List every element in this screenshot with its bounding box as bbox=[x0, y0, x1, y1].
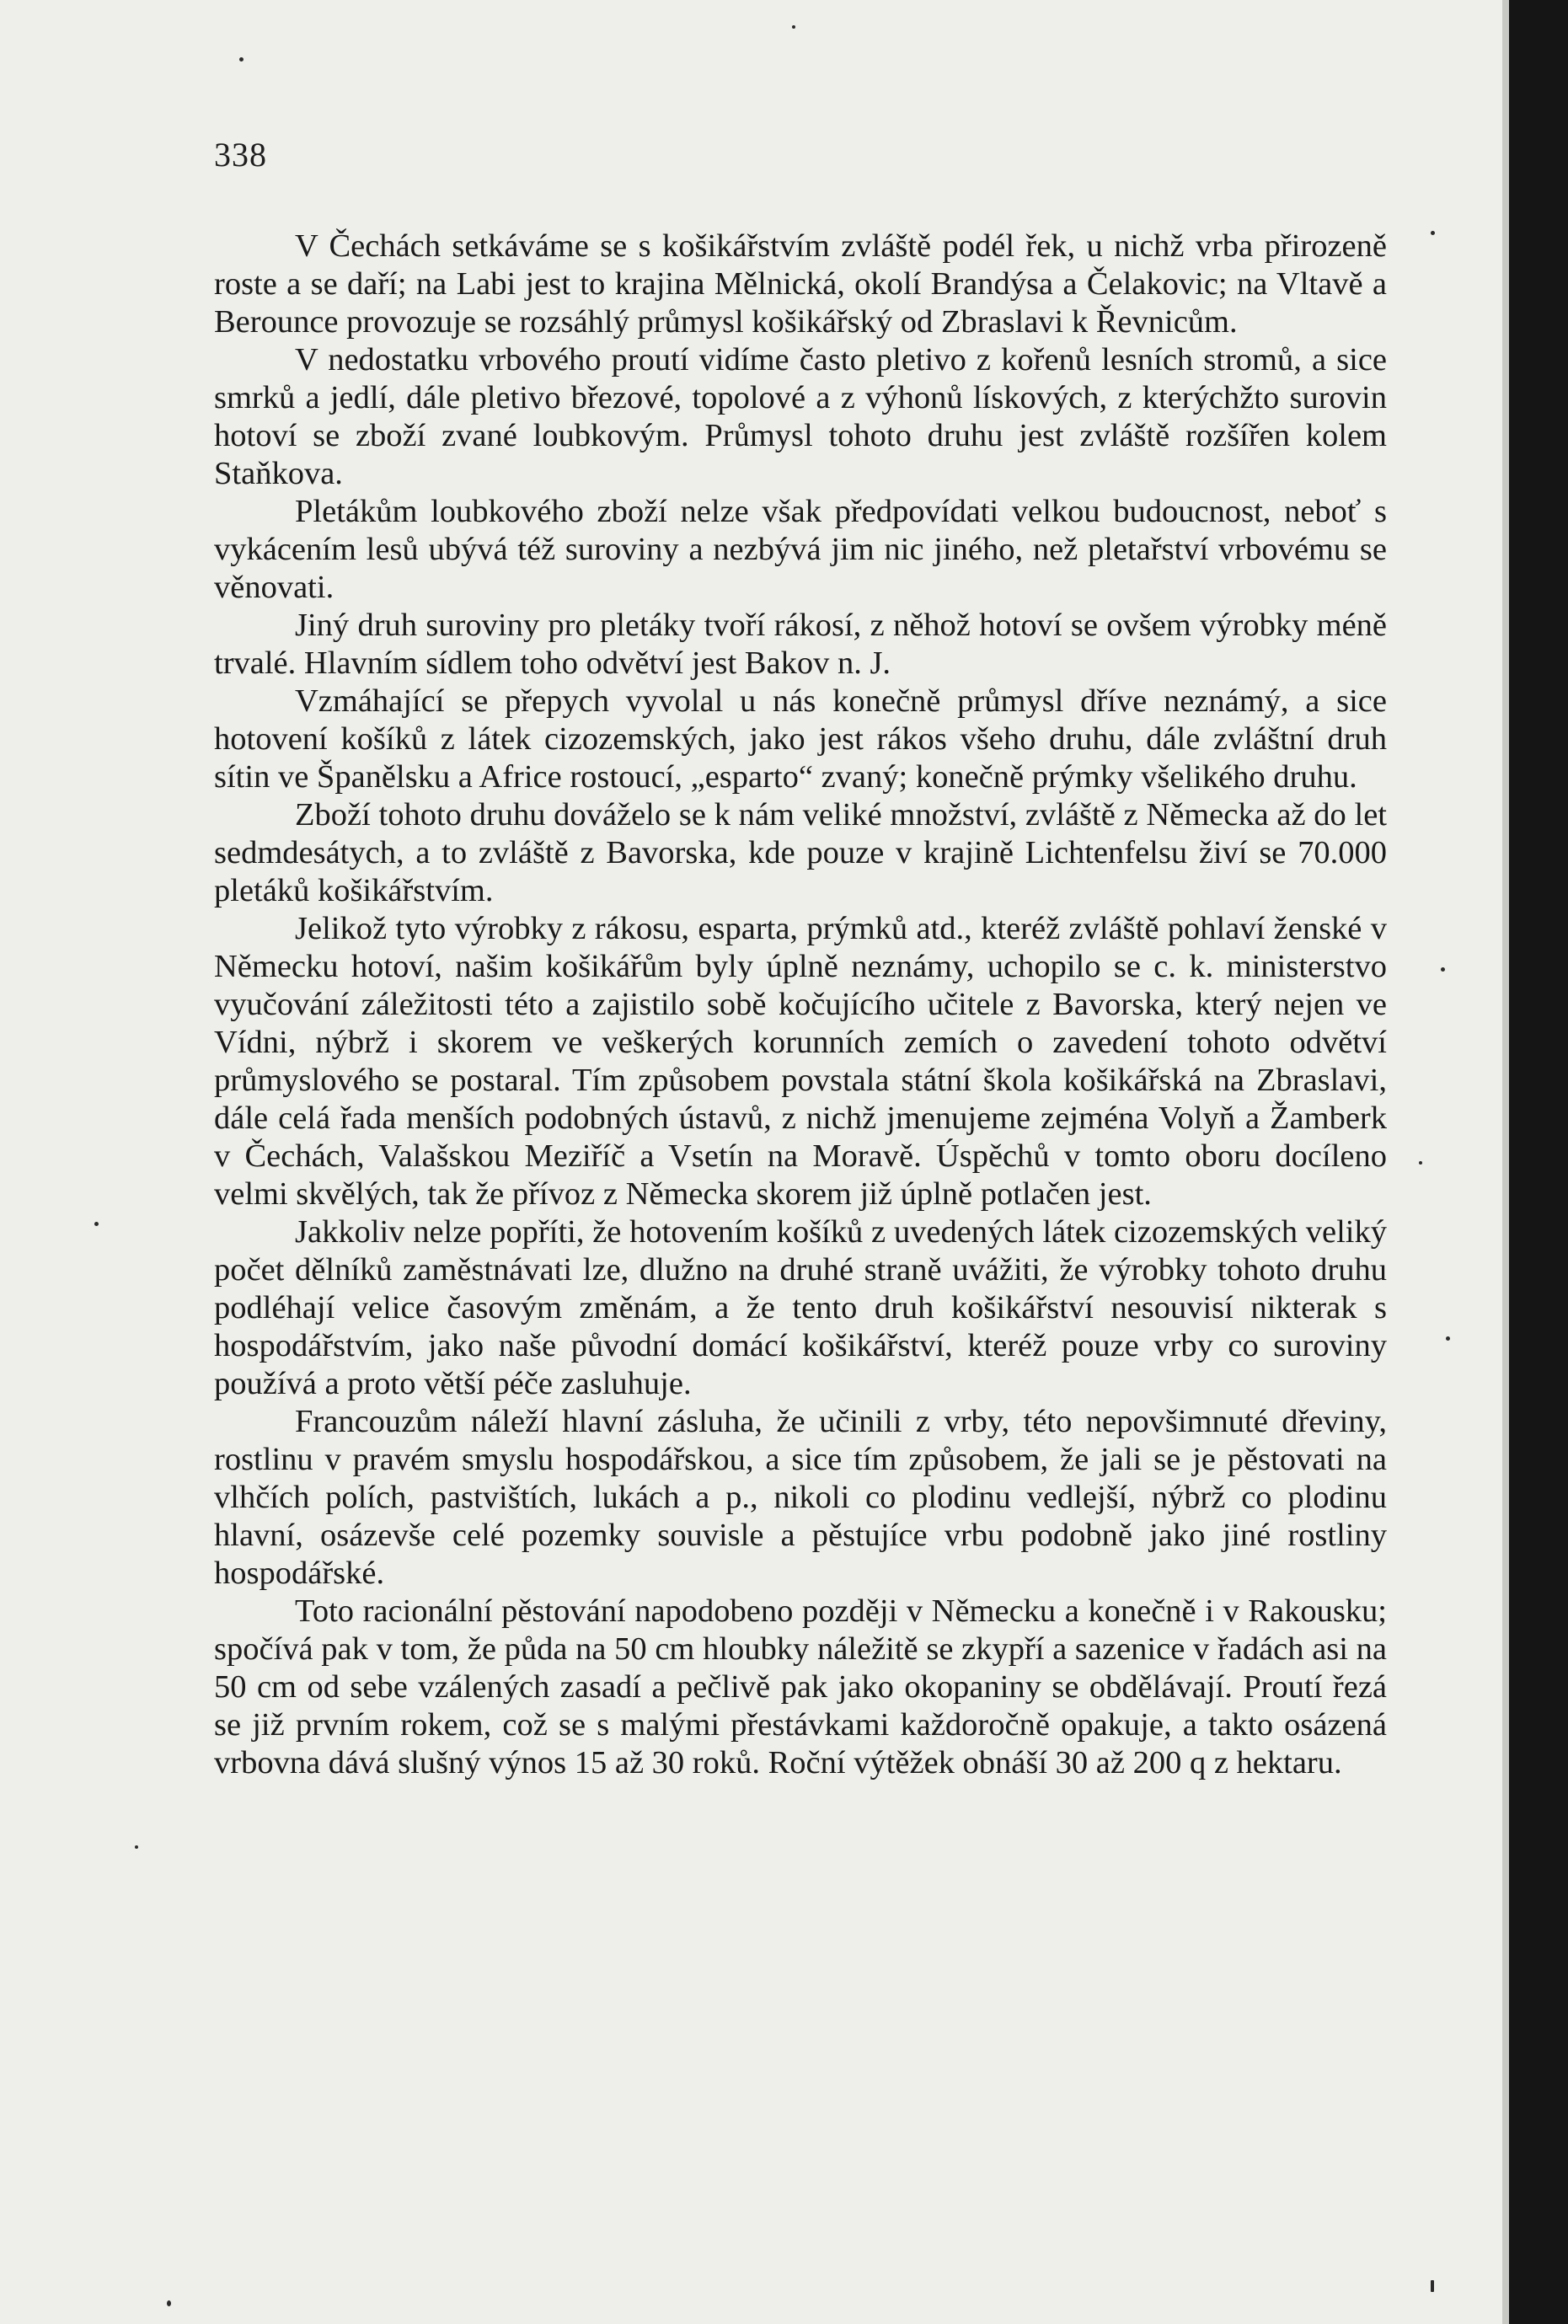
scan-speck bbox=[1446, 1336, 1450, 1341]
paragraph: Jiný druh suroviny pro pletáky tvoří rákosí, z něhož hotoví se ovšem výrobky méně trvalé. Hlavním sídlem toho odvětví jest Bakov n. J. bbox=[214, 608, 1387, 681]
paragraph: Zboží tohoto druhu dováželo se k nám veliké množství, zvláště z Německa až do let sedmdesátych, a to zvláště z Bavorska, kde pouze v krajině Lichtenfelsu živí se 70.000 pletáků košikářstvím. bbox=[214, 797, 1387, 908]
paragraph: Vzmáhající se přepych vyvolal u nás konečně průmysl dříve neznámý, a sice hotovení košíků z látek cizozemských, jako jest rákos všeho druhu, dále zvláštní druh sítin ve Španělsku a Africe rostoucí, „esparto“ zvaný; konečně prýmky všelikého druhu. bbox=[214, 683, 1387, 795]
paragraph: Toto racionální pěstování napodobeno později v Německu a konečně i v Rakousku; spočívá pak v tom, že půda na 50 cm hloubky náležitě se zkypří a sazenice v řadách asi na 50 cm od sebe vzálených zasadí a pečlivě pak jako okopaniny se obdělávají. Proutí řezá se již prvním rokem, což se s malými přestávkami každoročně opakuje, a takto osázená vrbovna dává slušný výnos 15 až 30 roků. Roční výtěžek obnáší 30 až 200 q z hektaru. bbox=[214, 1593, 1387, 1780]
scan-speck bbox=[135, 1845, 138, 1849]
scan-speck bbox=[1441, 967, 1445, 972]
body-text bbox=[214, 228, 1387, 1782]
page-edge-shadow bbox=[1502, 0, 1509, 2324]
paragraph: V nedostatku vrbového proutí vidíme často pletivo z kořenů lesních stromů, a sice smrků a jedlí, dále pletivo březové, topolové a z výhonů lískových, z kterýchžto surovin hotoví se zboží zvané loubkovým. Průmysl tohoto druhu jest zvláště rozšířen kolem Staňkova. bbox=[214, 342, 1387, 491]
scan-speck bbox=[1431, 2280, 1434, 2292]
scan-speck bbox=[167, 2300, 171, 2306]
page-number: 338 bbox=[214, 136, 267, 174]
scan-speck bbox=[1419, 1161, 1422, 1165]
paragraph: Jakkoliv nelze popříti, že hotovením košíků z uvedených látek cizozemských veliký počet dělníků zaměstnávati lze, dlužno na druhé straně uvážiti, že výrobky tohoto druhu podléhají velice časovým změnám, a že tento druh košikářství nesouvisí nikterak s hospodářstvím, jako naše původní domácí košikářství, kteréž pouze vrby co suroviny používá a proto větší péče zasluhuje. bbox=[214, 1214, 1387, 1401]
paragraph: Pletákům loubkového zboží nelze však předpovídati velkou budoucnost, neboť s vykácením lesů ubývá též suroviny a nezbývá jim nic jiného, než pletařství vrbovému se věnovati. bbox=[214, 494, 1387, 605]
paragraph: Francouzům náleží hlavní zásluha, že učinili z vrby, této nepovšimnuté dřeviny, rostlinu v pravém smyslu hospodářskou, a sice tím způsobem, že jali se je pěstovati na vlhčích polích, pastvištích, lukách a p., nikoli co plodinu vedlejší, nýbrž co plodinu hlavní, osázevše celé pozemky souvisle a pěstujíce vrbu podobně jako jiné rostliny hospodářské. bbox=[214, 1404, 1387, 1591]
scan-speck bbox=[1431, 231, 1435, 235]
scan-dark-edge bbox=[1509, 0, 1568, 2324]
scan-speck bbox=[94, 1222, 99, 1226]
paragraph: Jelikož tyto výrobky z rákosu, esparta, prýmků atd., kteréž zvláště pohlaví ženské v Německu hotoví, našim košikářům byly úplně neznámy, uchopilo se c. k. ministerstvo vyučování záležitosti této a zajistilo sobě kočujícího učitele z Bavorska, který nejen ve Vídni, nýbrž i skorem ve veškerých korunních zemích o zavedení tohoto odvětví průmyslového se postaral. Tím způsobem povstala státní škola košikářská na Zbraslavi, dále celá řada menších podobných ústavů, z nichž jmenujeme zejména Volyň a Žamberk v Čechách, Valašskou Meziříč a Vsetín na Moravě. Úspěchů v tomto oboru docíleno velmi skvělých, tak že přívoz z Německa skorem již úplně potlačen jest. bbox=[214, 911, 1387, 1212]
scan-speck bbox=[792, 25, 795, 29]
scan-speck bbox=[239, 57, 243, 62]
paragraph: V Čechách setkáváme se s košikářstvím zvláště podél řek, u nichž vrba přirozeně roste a se daří; na Labi jest to krajina Mělnická, okolí Brandýsa a Čelakovic; na Vltavě a Berounce provozuje se rozsáhlý průmysl košikářský od Zbraslavi k Řevnicům. bbox=[214, 228, 1387, 340]
